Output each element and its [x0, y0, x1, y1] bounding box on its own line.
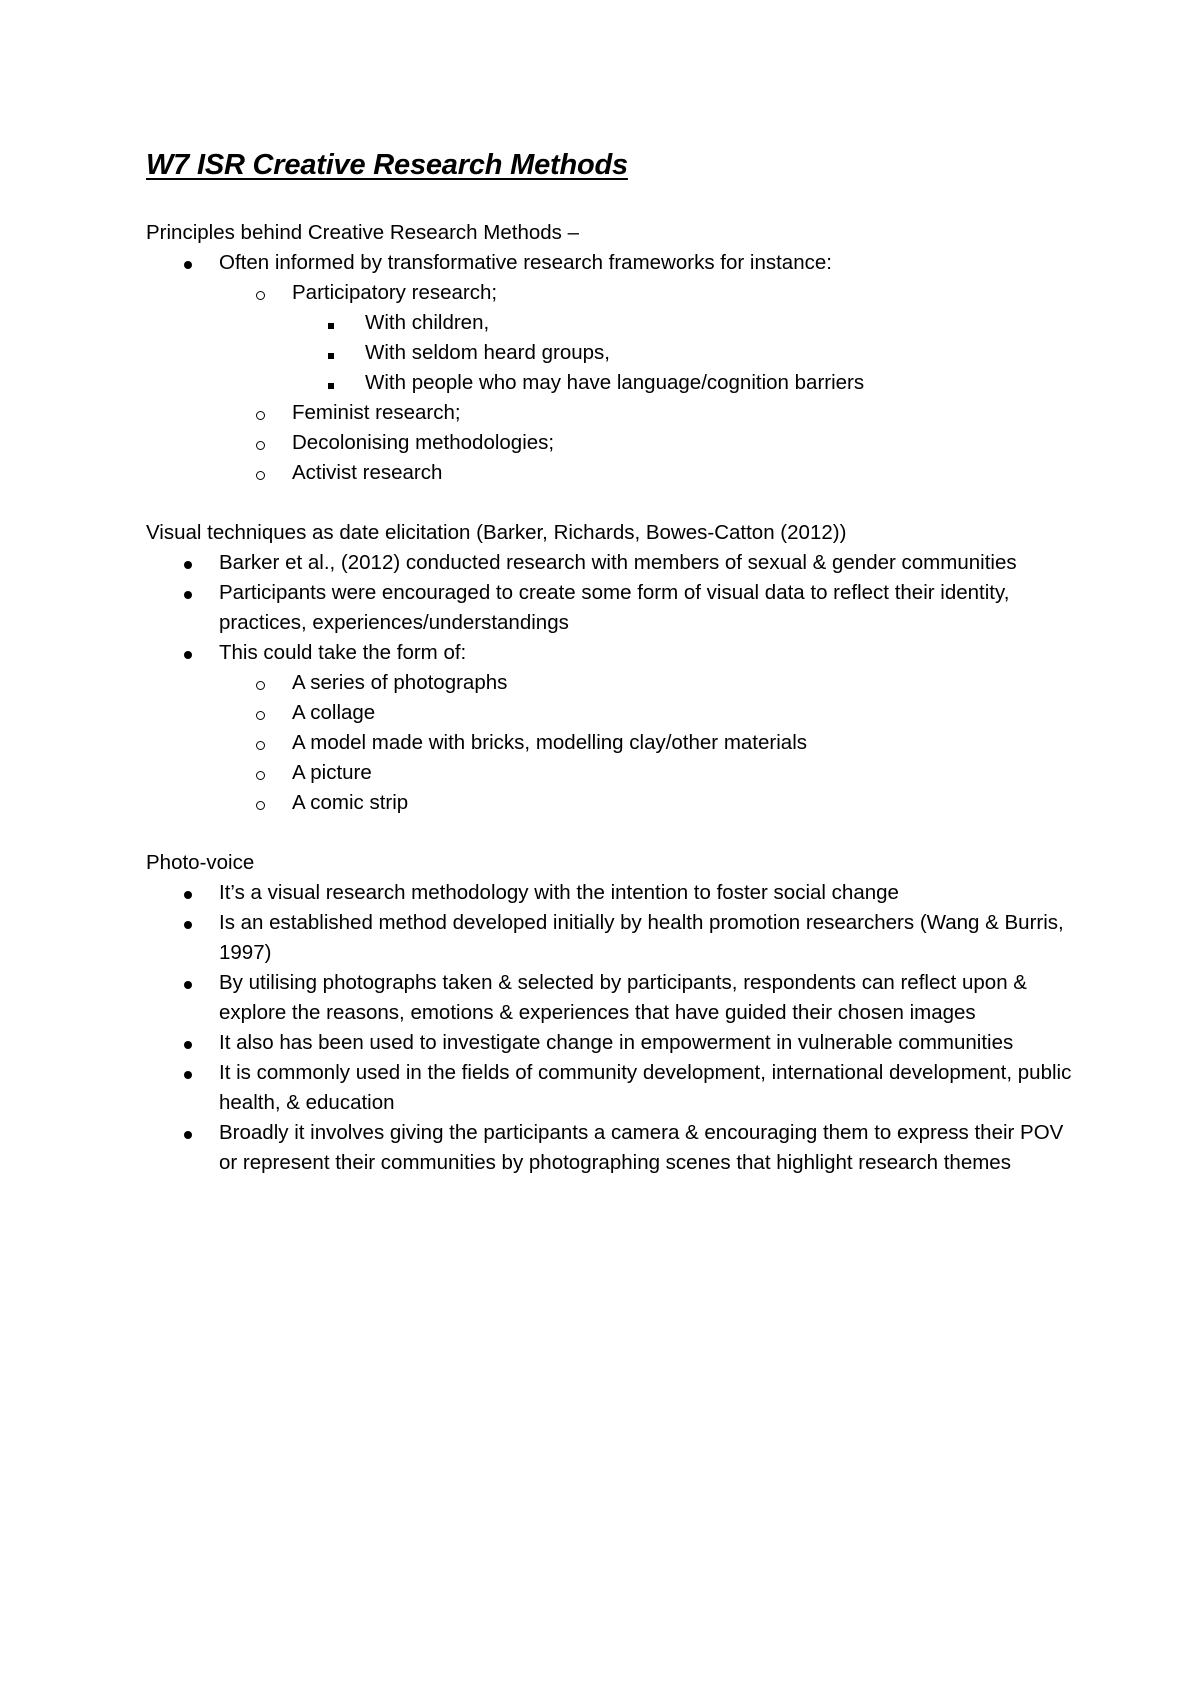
list-item-text: A series of photographs: [292, 671, 508, 694]
bullet-circle-icon: [256, 458, 265, 489]
bullet-circle-icon: [256, 758, 265, 789]
list-item: [146, 248, 1076, 278]
list-item: [146, 368, 1076, 398]
list-item-text: This could take the form of:: [219, 641, 467, 664]
list-item-text: A model made with bricks, modelling clay/other materials: [292, 731, 807, 754]
list-item-text: Feminist research;: [292, 401, 461, 424]
bullet-square-icon: [328, 338, 334, 368]
section-heading: Visual techniques as date elicitation (Barker, Richards, Bowes-Catton (2012)): [146, 521, 847, 544]
list-item-text: Participatory research;: [292, 281, 498, 304]
list-item: [146, 1118, 1076, 1178]
list-item: [146, 908, 1076, 968]
list-item-text: By utilising photographs taken & selected by participants, respondents can reflect upon & explore the reasons, emotions & experiences that have guided their chosen images: [219, 971, 1027, 1024]
bullet-dot-icon: [184, 548, 192, 578]
bullet-circle-icon: [256, 398, 265, 429]
list-item-text: It’s a visual research methodology with the intention to foster social change: [219, 881, 899, 904]
list-item-text: A comic strip: [292, 791, 409, 814]
section: [146, 518, 1076, 818]
list-item: [146, 578, 1076, 638]
list-item: [146, 698, 1076, 728]
section-heading: Photo-voice: [146, 851, 255, 874]
list-item-text: It also has been used to investigate change in empowerment in vulnerable communities: [219, 1031, 1014, 1054]
bullet-dot-icon: [184, 578, 192, 608]
bullet-circle-icon: [256, 788, 265, 819]
list-item: [146, 668, 1076, 698]
list-item: [146, 638, 1076, 668]
list-item: [146, 968, 1076, 1028]
bullet-dot-icon: [184, 968, 192, 998]
bullet-list: [146, 548, 1076, 818]
bullet-circle-icon: [256, 698, 265, 729]
list-item: [146, 548, 1076, 578]
list-item: [146, 1028, 1076, 1058]
list-item: [146, 458, 1076, 488]
list-item-text: Is an established method developed initially by health promotion researchers (Wang & Burris, 1997): [219, 911, 1064, 964]
list-item-text: A picture: [292, 761, 372, 784]
list-item: [146, 728, 1076, 758]
bullet-dot-icon: [184, 248, 192, 278]
list-item-text: Often informed by transformative research frameworks for instance:: [219, 251, 832, 274]
bullet-list: [146, 248, 1076, 488]
list-item: [146, 338, 1076, 368]
bullet-square-icon: [328, 368, 334, 398]
bullet-circle-icon: [256, 428, 265, 459]
list-item: [146, 758, 1076, 788]
list-item-text: Decolonising methodologies;: [292, 431, 555, 454]
list-item-text: Barker et al., (2012) conducted research with members of sexual & gender communities: [219, 551, 1017, 574]
list-item: [146, 308, 1076, 338]
list-item-text: It is commonly used in the fields of community development, international development, public health, & education: [219, 1061, 1072, 1114]
section-heading: Principles behind Creative Research Methods –: [146, 221, 580, 244]
list-item: [146, 278, 1076, 308]
list-item: [146, 398, 1076, 428]
section: [146, 218, 1076, 488]
bullet-dot-icon: [184, 1118, 192, 1148]
bullet-circle-icon: [256, 278, 265, 309]
list-item: [146, 1058, 1076, 1118]
bullet-dot-icon: [184, 878, 192, 908]
list-item: [146, 878, 1076, 908]
bullet-dot-icon: [184, 908, 192, 938]
list-item-text: With seldom heard groups,: [365, 341, 610, 364]
bullet-dot-icon: [184, 638, 192, 668]
list-item: [146, 428, 1076, 458]
bullet-circle-icon: [256, 728, 265, 759]
section: [146, 848, 1076, 1178]
document-body: [146, 146, 1076, 1208]
sections-container: [146, 218, 1076, 1178]
list-item-text: Activist research: [292, 461, 443, 484]
list-item-text: Participants were encouraged to create some form of visual data to reflect their identity, practices, experiences/understandings: [219, 581, 1010, 634]
list-item: [146, 788, 1076, 818]
list-item-text: A collage: [292, 701, 376, 724]
bullet-dot-icon: [184, 1028, 192, 1058]
bullet-dot-icon: [184, 1058, 192, 1088]
bullet-circle-icon: [256, 668, 265, 699]
document-title: W7 ISR Creative Research Methods: [146, 149, 628, 181]
list-item-text: Broadly it involves giving the participants a camera & encouraging them to express their POV or represent their communities by photographing scenes that highlight research themes: [219, 1121, 1064, 1174]
list-item-text: With children,: [365, 311, 490, 334]
bullet-list: [146, 878, 1076, 1178]
list-item-text: With people who may have language/cognition barriers: [365, 371, 865, 394]
bullet-square-icon: [328, 308, 334, 338]
